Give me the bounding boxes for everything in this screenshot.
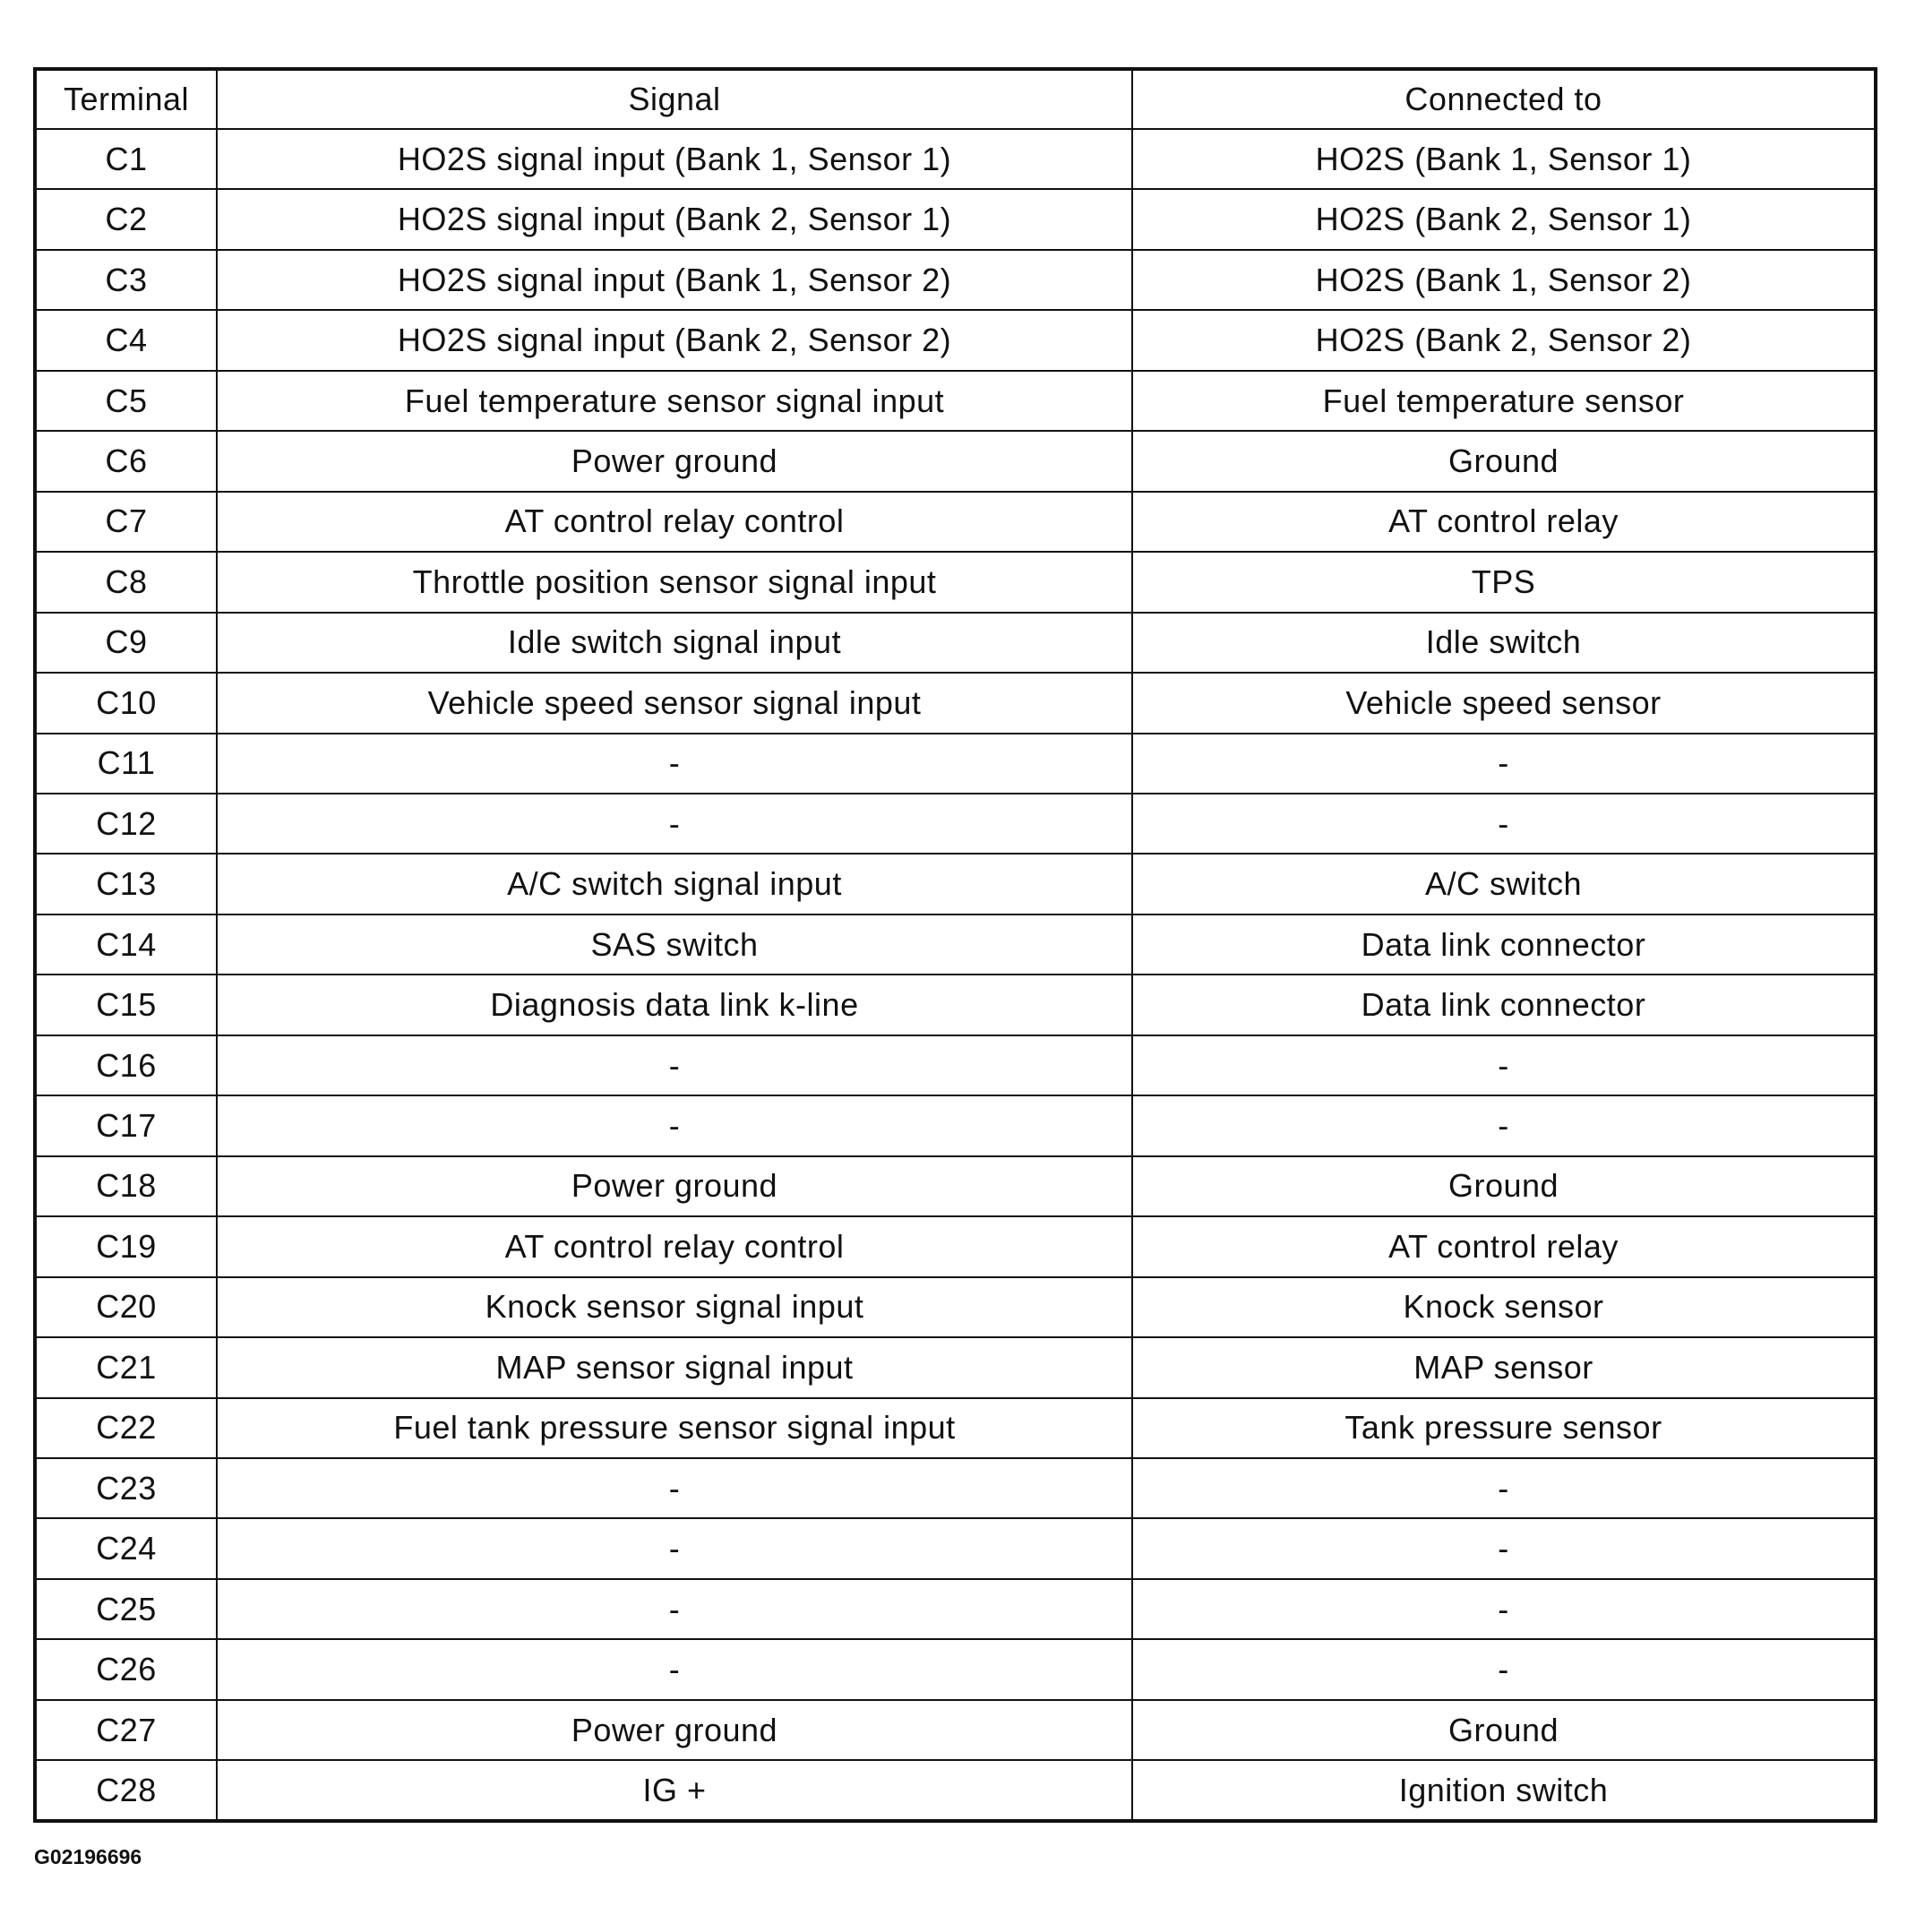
terminal-table [33,67,1877,1823]
table-row [35,431,1876,491]
connected-to-cell: HO2S (Bank 1, Sensor 1) [1132,129,1876,189]
connected-to-cell: Ignition switch [1132,1760,1876,1821]
connected-to-cell: Ground [1132,1156,1876,1216]
table-row [35,371,1876,431]
table-row [35,1639,1876,1699]
header-row [35,69,1876,129]
figure-id: G02196696 [34,1845,142,1868]
connected-to-cell: - [1132,1095,1876,1155]
signal-cell: Knock sensor signal input [217,1277,1132,1337]
signal-cell: - [217,1518,1132,1578]
signal-cell: HO2S signal input (Bank 2, Sensor 2) [217,310,1132,370]
table-row [35,914,1876,975]
terminal-cell: C15 [35,975,217,1035]
table-row [35,189,1876,249]
signal-cell: Fuel temperature sensor signal input [217,371,1132,431]
table-row [35,1035,1876,1095]
connected-to-cell: - [1132,794,1876,854]
table-row [35,794,1876,854]
signal-cell: Vehicle speed sensor signal input [217,673,1132,733]
connected-to-cell: Vehicle speed sensor [1132,673,1876,733]
signal-cell: Power ground [217,431,1132,491]
table-row [35,1760,1876,1821]
terminal-cell: C17 [35,1095,217,1155]
table-row [35,1095,1876,1155]
table-row [35,1337,1876,1397]
signal-cell: - [217,1035,1132,1095]
terminal-cell: C11 [35,734,217,794]
connected-to-cell: HO2S (Bank 2, Sensor 2) [1132,310,1876,370]
terminal-cell: C26 [35,1639,217,1699]
terminal-cell: C16 [35,1035,217,1095]
terminal-cell: C12 [35,794,217,854]
table-row [35,854,1876,914]
signal-cell: HO2S signal input (Bank 1, Sensor 1) [217,129,1132,189]
signal-cell: - [217,1095,1132,1155]
connected-to-cell: HO2S (Bank 2, Sensor 1) [1132,189,1876,249]
connected-to-cell: - [1132,1579,1876,1639]
connected-to-cell: AT control relay [1132,1216,1876,1276]
table-row [35,734,1876,794]
table-row [35,1398,1876,1458]
signal-cell: Power ground [217,1156,1132,1216]
signal-cell: A/C switch signal input [217,854,1132,914]
table-row [35,1579,1876,1639]
terminal-cell: C27 [35,1700,217,1760]
terminal-cell: C23 [35,1458,217,1518]
table-row [35,129,1876,189]
terminal-cell: C25 [35,1579,217,1639]
signal-cell: - [217,1458,1132,1518]
connected-to-cell: Ground [1132,1700,1876,1760]
table-row [35,613,1876,673]
terminal-cell: C7 [35,492,217,552]
signal-cell: HO2S signal input (Bank 2, Sensor 1) [217,189,1132,249]
signal-cell: - [217,794,1132,854]
connected-to-cell: Ground [1132,431,1876,491]
header-signal: Signal [217,69,1132,129]
table-row [35,1518,1876,1578]
terminal-cell: C19 [35,1216,217,1276]
signal-cell: SAS switch [217,914,1132,975]
terminal-cell: C22 [35,1398,217,1458]
signal-cell: - [217,1579,1132,1639]
terminal-cell: C20 [35,1277,217,1337]
terminal-cell: C8 [35,552,217,612]
connected-to-cell: Data link connector [1132,914,1876,975]
terminal-cell: C24 [35,1518,217,1578]
table-row [35,975,1876,1035]
signal-cell: - [217,734,1132,794]
header-terminal: Terminal [35,69,217,129]
table-row [35,310,1876,370]
table-row [35,1156,1876,1216]
signal-cell: Power ground [217,1700,1132,1760]
signal-cell: IG + [217,1760,1132,1821]
signal-cell: Diagnosis data link k-line [217,975,1132,1035]
connected-to-cell: - [1132,734,1876,794]
signal-cell: AT control relay control [217,1216,1132,1276]
terminal-cell: C3 [35,250,217,310]
terminal-cell: C21 [35,1337,217,1397]
terminal-cell: C9 [35,613,217,673]
terminal-cell: C18 [35,1156,217,1216]
connected-to-cell: Data link connector [1132,975,1876,1035]
signal-cell: MAP sensor signal input [217,1337,1132,1397]
signal-cell: - [217,1639,1132,1699]
signal-cell: Idle switch signal input [217,613,1132,673]
table-row [35,250,1876,310]
terminal-cell: C4 [35,310,217,370]
connected-to-cell: A/C switch [1132,854,1876,914]
terminal-cell: C6 [35,431,217,491]
terminal-cell: C1 [35,129,217,189]
terminal-cell: C5 [35,371,217,431]
connected-to-cell: AT control relay [1132,492,1876,552]
header-connected-to: Connected to [1132,69,1876,129]
table-row [35,1458,1876,1518]
connected-to-cell: - [1132,1458,1876,1518]
table-row [35,492,1876,552]
connected-to-cell: - [1132,1639,1876,1699]
signal-cell: Throttle position sensor signal input [217,552,1132,612]
terminal-cell: C10 [35,673,217,733]
connected-to-cell: Idle switch [1132,613,1876,673]
signal-cell: AT control relay control [217,492,1132,552]
table-row [35,552,1876,612]
connected-to-cell: - [1132,1035,1876,1095]
signal-cell: Fuel tank pressure sensor signal input [217,1398,1132,1458]
signal-cell: HO2S signal input (Bank 1, Sensor 2) [217,250,1132,310]
connected-to-cell: MAP sensor [1132,1337,1876,1397]
connected-to-cell: - [1132,1518,1876,1578]
terminal-cell: C28 [35,1760,217,1821]
connected-to-cell: Knock sensor [1132,1277,1876,1337]
table-row [35,1700,1876,1760]
terminal-cell: C13 [35,854,217,914]
terminal-cell: C2 [35,189,217,249]
table-row [35,1277,1876,1337]
terminal-cell: C14 [35,914,217,975]
connected-to-cell: Tank pressure sensor [1132,1398,1876,1458]
table-row [35,1216,1876,1276]
connected-to-cell: HO2S (Bank 1, Sensor 2) [1132,250,1876,310]
connected-to-cell: TPS [1132,552,1876,612]
table-body [35,129,1876,1821]
connected-to-cell: Fuel temperature sensor [1132,371,1876,431]
table-row [35,673,1876,733]
